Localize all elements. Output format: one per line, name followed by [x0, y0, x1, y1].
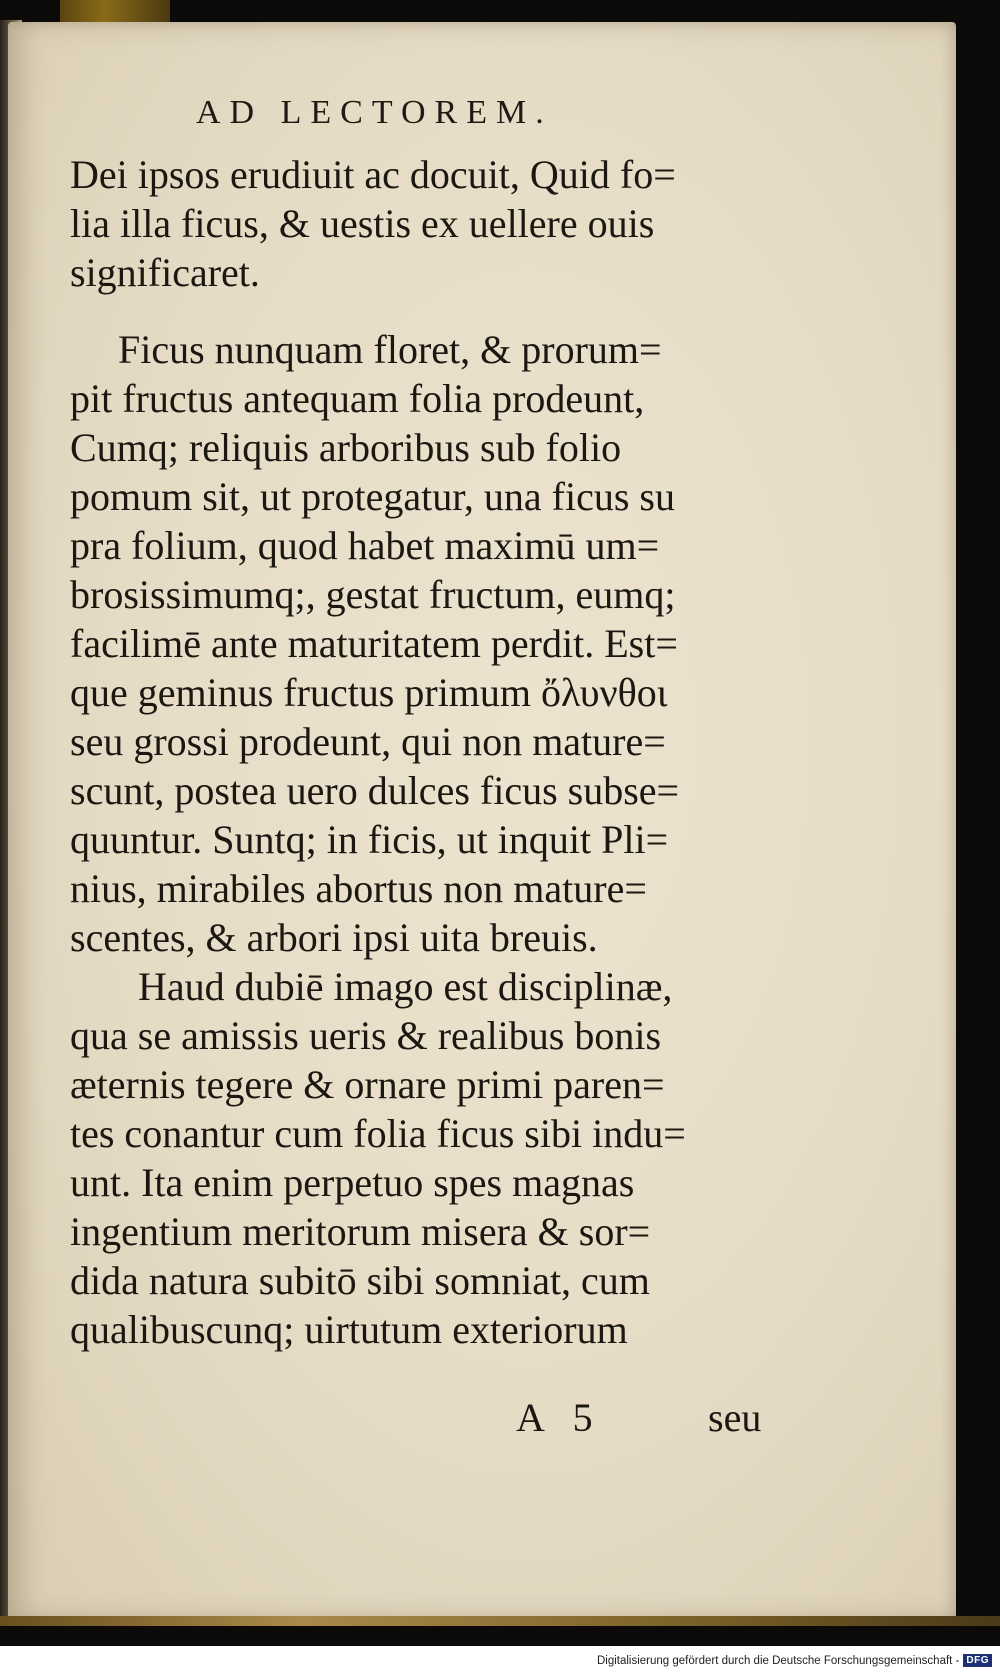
- digitization-credit: [597, 1654, 992, 1667]
- text-line: scentes, & arbori ipsi uita breuis.: [70, 915, 598, 960]
- text-line: lia illa ficus, & uestis ex uellere ouis: [70, 201, 655, 246]
- text-line: qualibuscunq; uirtutum exteriorum: [70, 1307, 628, 1352]
- text-line: seu grossi prodeunt, qui non mature=: [70, 719, 666, 764]
- text-line: pomum sit, ut protegatur, una ficus su: [70, 474, 675, 519]
- text-line: Dei ipsos erudiuit ac docuit, Quid fo=: [70, 152, 676, 197]
- paragraph-start-line: Haud dubiē imago est disciplinæ,: [138, 964, 673, 1009]
- text-line: unt. Ita enim perpetuo spes magnas: [70, 1160, 635, 1205]
- paragraph-start-line: Ficus nunquam floret, & prorum=: [118, 327, 662, 372]
- text-line: pit fructus antequam folia prodeunt,: [70, 376, 645, 421]
- text-line: tes conantur cum folia ficus sibi indu=: [70, 1111, 686, 1156]
- signature-mark: A 5: [516, 1395, 603, 1440]
- book-page: [8, 22, 956, 1620]
- text-line: significaret.: [70, 250, 260, 295]
- text-line: Cumq; reliquis arboribus sub folio: [70, 425, 622, 470]
- body-text: [70, 150, 770, 1354]
- text-line: qua se amissis ueris & realibus bonis: [70, 1013, 662, 1058]
- text-line: facilimē ante maturitatem perdit. Est=: [70, 621, 678, 666]
- running-head: AD LECTOREM.: [196, 94, 553, 131]
- catchword: seu: [708, 1395, 762, 1440]
- credit-text: Digitalisierung gefördert durch die Deutsche Forschungsgemeinschaft -: [596, 1654, 960, 1667]
- text-line: æternis tegere & ornare primi paren=: [70, 1062, 665, 1107]
- dfg-logo-icon: DFG: [963, 1654, 992, 1667]
- text-line: ingentium meritorum misera & sor=: [70, 1209, 651, 1254]
- text-line: dida natura subitō sibi somniat, cum: [70, 1258, 650, 1303]
- text-line: quuntur. Suntq; in ficis, ut inquit Pli=: [70, 817, 669, 862]
- text-line: nius, mirabiles abortus non mature=: [70, 866, 647, 911]
- page-bottom-edge: [0, 1616, 1000, 1626]
- binding-edge: [60, 0, 170, 22]
- text-line: scunt, postea uero dulces ficus subse=: [70, 768, 680, 813]
- text-line: pra folium, quod habet maximū um=: [70, 523, 660, 568]
- text-line: brosissimumq;, gestat fructum, eumq;: [70, 572, 676, 617]
- text-line: que geminus fructus primum ὄλυνθοι: [70, 670, 668, 715]
